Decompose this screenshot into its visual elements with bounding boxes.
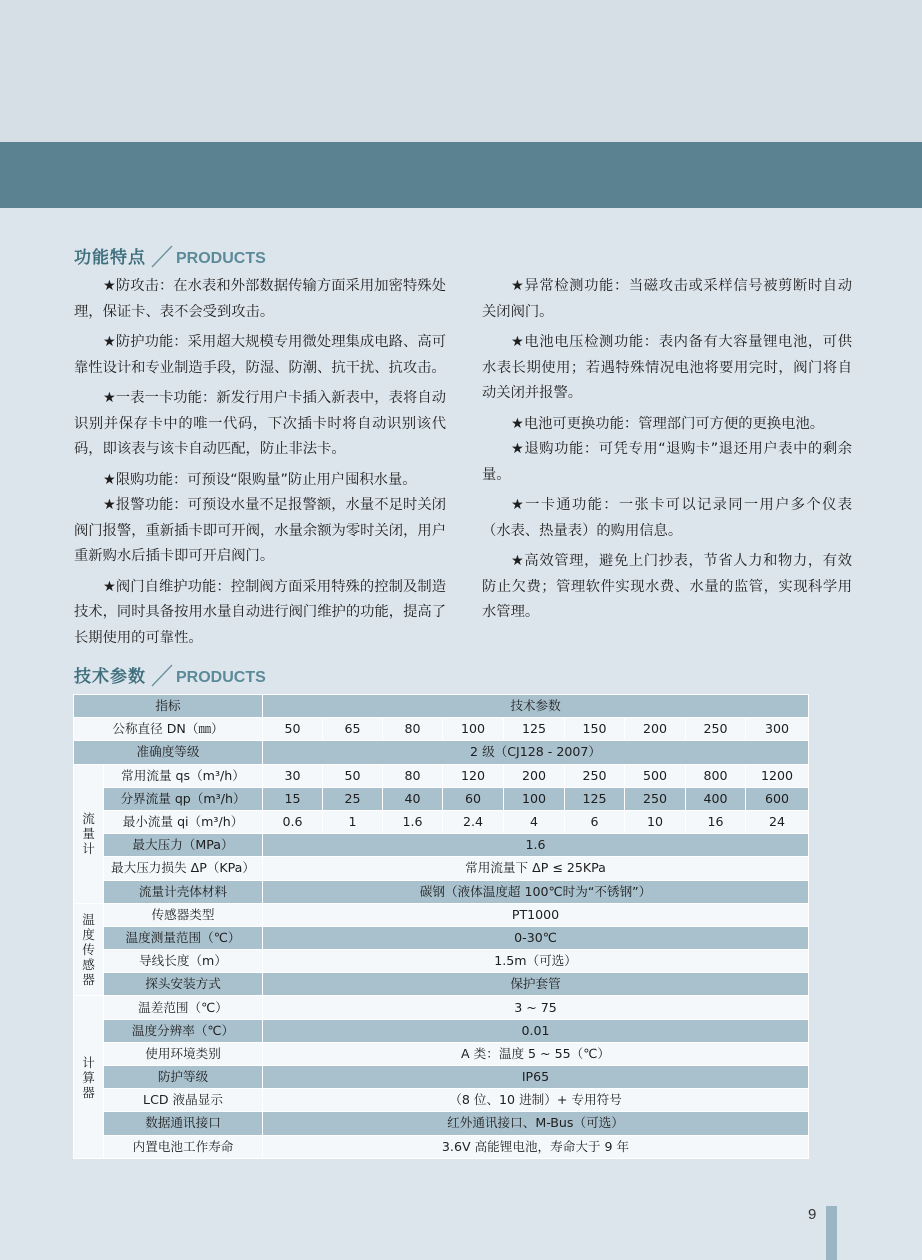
row-label: 最大压力损失 ΔP（KPa） — [104, 857, 263, 880]
cell: 10 — [625, 810, 686, 833]
feature-item: ★报警功能：可预设水量不足报警额，水量不足时关闭阀门报警，重新插卡即可开阀，水量余额为零时关闭，用户重新购水后插卡即可开启阀门。 — [74, 497, 446, 564]
feature-item: ★防护功能：采用超大规模专用微处理集成电路、高可靠性设计和专业制造手段，防湿、防潮、抗干扰、抗攻击。 — [74, 334, 446, 376]
group-flow-meter: 流量计 — [74, 764, 104, 903]
cell: 100 — [504, 787, 565, 810]
cell: 24 — [746, 810, 809, 833]
cell: IP65 — [263, 1066, 809, 1089]
table-row — [74, 996, 809, 1019]
cell: 40 — [383, 787, 443, 810]
features-title-cn: 功能特点 — [74, 248, 146, 268]
spec-table — [73, 694, 809, 1159]
cell: 250 — [565, 764, 625, 787]
cell: 80 — [383, 764, 443, 787]
table-row — [74, 787, 809, 810]
cell: 60 — [443, 787, 504, 810]
table-row — [74, 834, 809, 857]
feature-item: ★限购功能：可预设“限购量”防止用户囤积水量。 — [103, 471, 417, 488]
group-temp-sensor: 温度传感器 — [74, 903, 104, 996]
row-label: 防护等级 — [104, 1066, 263, 1089]
cell: 125 — [504, 718, 565, 741]
cell: 50 — [263, 718, 323, 741]
cell: 200 — [504, 764, 565, 787]
cell: 30 — [263, 764, 323, 787]
feature-item: ★防攻击：在水表和外部数据传输方面采用加密特殊处理，保证卡、表不会受到攻击。 — [74, 278, 446, 320]
row-label: 常用流量 qs（m³/h） — [104, 764, 263, 787]
cell: 250 — [625, 787, 686, 810]
cell: 800 — [686, 764, 746, 787]
cell: 1.6 — [263, 834, 809, 857]
cell: 3.6V 高能锂电池，寿命大于 9 年 — [263, 1135, 809, 1158]
feature-item: ★异常检测功能：当磁攻击或采样信号被剪断时自动关闭阀门。 — [482, 278, 852, 320]
cell: 3 ~ 75 — [263, 996, 809, 1019]
cell: 0-30℃ — [263, 926, 809, 949]
table-row — [74, 1089, 809, 1112]
feature-item: ★一卡通功能：一张卡可以记录同一用户多个仪表（水表、热量表）的购用信息。 — [482, 497, 852, 539]
table-row — [74, 1019, 809, 1042]
cell: 500 — [625, 764, 686, 787]
cell: 2.4 — [443, 810, 504, 833]
row-label: 流量计壳体材料 — [104, 880, 263, 903]
cell: 1.6 — [383, 810, 443, 833]
page-number: 9 — [808, 1206, 817, 1223]
cell: 300 — [746, 718, 809, 741]
cell: 红外通讯接口、M-Bus（可选） — [263, 1112, 809, 1135]
header-indicator: 指标 — [74, 695, 263, 718]
cell: 1.5m（可选） — [263, 950, 809, 973]
specs-title-en: PRODUCTS — [176, 669, 266, 686]
row-label: 内置电池工作寿命 — [104, 1135, 263, 1158]
header-bar — [0, 142, 922, 208]
table-row — [74, 1042, 809, 1065]
feature-item: ★阀门自维护功能：控制阀方面采用特殊的控制及制造技术，同时具备按用水量自动进行阀门维护的功能，提高了长期使用的可靠性。 — [74, 578, 446, 646]
page-bar — [826, 1206, 837, 1260]
features-title-en: PRODUCTS — [176, 250, 266, 267]
row-label: 导线长度（m） — [104, 950, 263, 973]
row-label: 准确度等级 — [74, 741, 263, 764]
table-row — [74, 950, 809, 973]
features-heading — [74, 238, 266, 268]
cell: 6 — [565, 810, 625, 833]
row-label: 温度测量范围（℃） — [104, 926, 263, 949]
specs-title-cn: 技术参数 — [74, 667, 146, 687]
specs-heading — [74, 657, 266, 687]
row-label: 传感器类型 — [104, 903, 263, 926]
row-label: 最大压力（MPa） — [104, 834, 263, 857]
cell: PT1000 — [263, 903, 809, 926]
group-calculator: 计算器 — [74, 996, 104, 1158]
cell: 2 级（CJ128 - 2007） — [263, 741, 809, 764]
feature-item: ★电池可更换功能：管理部门可方便的更换电池。 — [511, 415, 825, 432]
table-row — [74, 973, 809, 996]
table-row — [74, 903, 809, 926]
row-label: 使用环境类别 — [104, 1042, 263, 1065]
cell: 15 — [263, 787, 323, 810]
slash-icon — [150, 663, 174, 687]
table-row — [74, 1135, 809, 1158]
row-label: 最小流量 qi（m³/h） — [104, 810, 263, 833]
row-label: 温差范围（℃） — [104, 996, 263, 1019]
cell: 150 — [565, 718, 625, 741]
feature-item: ★电池电压检测功能：表内备有大容量锂电池，可供水表长期使用；若遇特殊情况电池将要用完时，阀门将自动关闭并报警。 — [482, 334, 852, 401]
cell: 600 — [746, 787, 809, 810]
cell: 80 — [383, 718, 443, 741]
cell: 16 — [686, 810, 746, 833]
cell: 250 — [686, 718, 746, 741]
cell: 50 — [323, 764, 383, 787]
cell: 200 — [625, 718, 686, 741]
cell: 4 — [504, 810, 565, 833]
table-row — [74, 1066, 809, 1089]
table-row — [74, 810, 809, 833]
features-right-column — [482, 274, 852, 631]
cell: 120 — [443, 764, 504, 787]
slash-icon — [150, 244, 174, 268]
features-left-column — [74, 274, 446, 656]
cell: 常用流量下 ΔP ≤ 25KPa — [263, 857, 809, 880]
cell: 碳钢（液体温度超 100℃时为“不锈钢”） — [263, 880, 809, 903]
cell: 65 — [323, 718, 383, 741]
cell: 0.01 — [263, 1019, 809, 1042]
cell: A 类：温度 5 ~ 55（℃） — [263, 1042, 809, 1065]
cell: 保护套管 — [263, 973, 809, 996]
feature-item: ★高效管理，避免上门抄表，节省人力和物力，有效防止欠费；管理软件实现水费、水量的监管，实现科学用水管理。 — [482, 553, 852, 620]
table-row — [74, 857, 809, 880]
top-band — [0, 0, 922, 142]
table-row — [74, 1112, 809, 1135]
table-row — [74, 695, 809, 718]
row-label: 探头安装方式 — [104, 973, 263, 996]
table-row — [74, 926, 809, 949]
table-row — [74, 741, 809, 764]
cell: 0.6 — [263, 810, 323, 833]
row-label: 公称直径 DN（㎜） — [74, 718, 263, 741]
cell: 1 — [323, 810, 383, 833]
row-label: 数据通讯接口 — [104, 1112, 263, 1135]
cell: 100 — [443, 718, 504, 741]
row-label: 分界流量 qp（m³/h） — [104, 787, 263, 810]
cell: 1200 — [746, 764, 809, 787]
row-label: LCD 液晶显示 — [104, 1089, 263, 1112]
cell: 400 — [686, 787, 746, 810]
table-row — [74, 718, 809, 741]
cell: （8 位、10 进制）+ 专用符号 — [263, 1089, 809, 1112]
feature-item: ★一表一卡功能：新发行用户卡插入新表中，表将自动识别并保存卡中的唯一代码，下次插卡时将自动识别该代码，即该表与该卡自动匹配，防止非法卡。 — [74, 390, 446, 457]
table-row — [74, 880, 809, 903]
row-label: 温度分辨率（℃） — [104, 1019, 263, 1042]
table-row — [74, 764, 809, 787]
cell: 25 — [323, 787, 383, 810]
cell: 125 — [565, 787, 625, 810]
header-params: 技术参数 — [263, 695, 809, 718]
feature-item: ★退购功能：可凭专用“退购卡”退还用户表中的剩余量。 — [482, 441, 852, 483]
